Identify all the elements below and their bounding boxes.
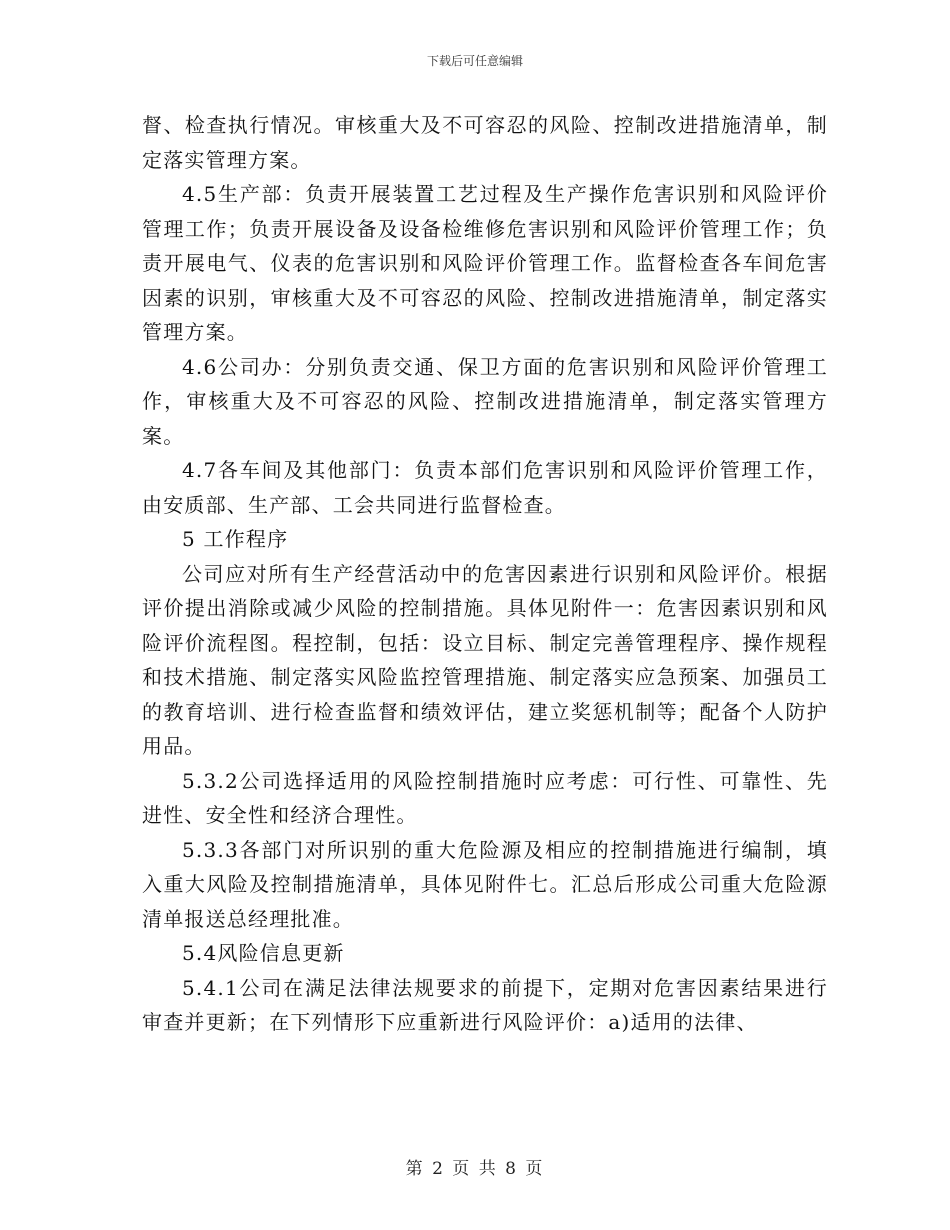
paragraph-4-6: 4.6公司办：分别负责交通、保卫方面的危害识别和风险评价管理工作，审核重大及不可容忍的风险、控制改进措施清单，制定落实管理方案。	[142, 354, 828, 448]
paragraph-5-3-3: 5.3.3各部门对所识别的重大危险源及相应的控制措施进行编制，填入重大风险及控制措施清单，具体见附件七。汇总后形成公司重大危险源清单报送总经理批准。	[142, 837, 828, 931]
paragraph-5-3-2: 5.3.2公司选择适用的风险控制措施时应考虑：可行性、可靠性、先进性、安全性和经济合理性。	[142, 768, 828, 827]
page-number: 第 2 页 共 8 页	[405, 1159, 545, 1179]
paragraph-continuation: 督、检查执行情况。审核重大及不可容忍的风险、控制改进措施清单，制定落实管理方案。	[142, 113, 828, 172]
paragraph-5-intro: 公司应对所有生产经营活动中的危害因素进行识别和风险评价。根据评价提出消除或减少风险的控制措施。具体见附件一：危害因素识别和风险评价流程图。程控制，包括：设立目标、制定完善管理程序、操作规程和技术措施、制定落实风险监控管理措施、制定落实应急预案、加强员工的教育培训、进行检查监督和绩效评估，建立奖惩机制等；配备个人防护用品。	[142, 561, 828, 758]
paragraph-5-4-1: 5.4.1公司在满足法律法规要求的前提下，定期对危害因素结果进行审查并更新；在下列情形下应重新进行风险评价：a)适用的法律、	[142, 975, 828, 1034]
section-heading-5: 5 工作程序	[182, 527, 289, 551]
document-body	[142, 108, 828, 1040]
page-header: 下载后可任意编辑	[426, 54, 523, 68]
paragraph-4-5: 4.5生产部：负责开展装置工艺过程及生产操作危害识别和风险评价管理工作；负责开展设备及设备检维修危害识别和风险评价管理工作；负责开展电气、仪表的危害识别和风险评价管理工作。监督检查各车间危害因素的识别，审核重大及不可容忍的风险、控制改进措施清单，制定落实管理方案。	[142, 182, 828, 344]
paragraph-4-7: 4.7各车间及其他部门：负责本部们危害识别和风险评价管理工作，由安质部、生产部、工会共同进行监督检查。	[142, 458, 828, 517]
section-heading-5-4: 5.4风险信息更新	[182, 941, 345, 965]
